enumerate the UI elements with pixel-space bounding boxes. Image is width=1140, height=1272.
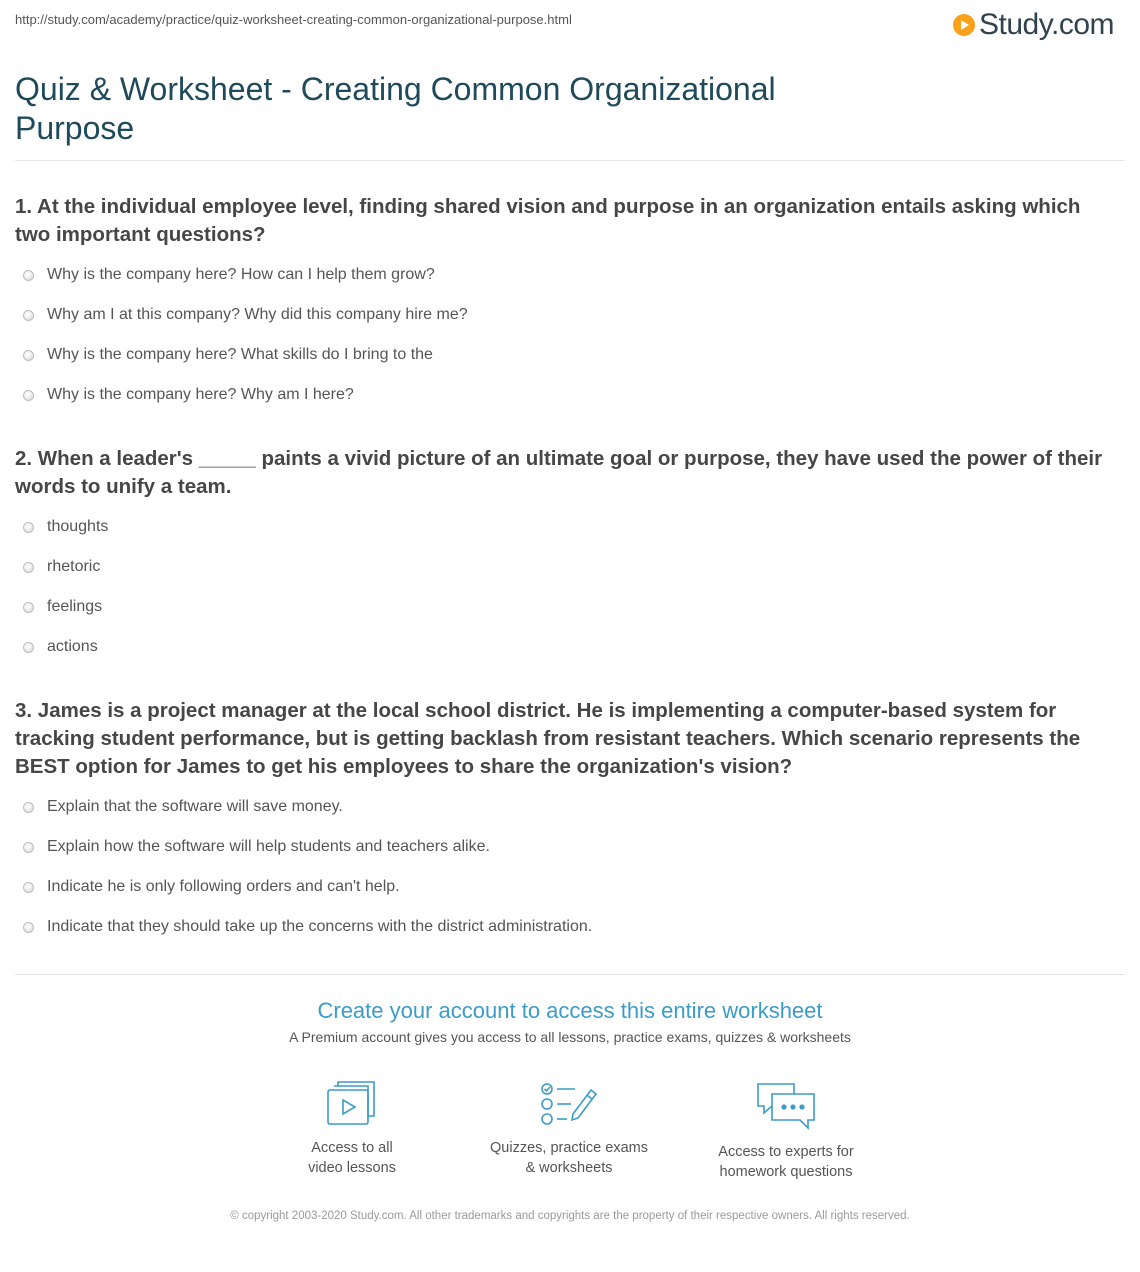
- radio-button[interactable]: [23, 310, 34, 321]
- question-1-options: [23, 255, 468, 415]
- radio-button[interactable]: [23, 642, 34, 653]
- option-label: actions: [47, 638, 98, 655]
- answer-option[interactable]: [23, 627, 108, 667]
- questions-divider: [15, 974, 1125, 975]
- radio-button[interactable]: [23, 522, 34, 533]
- feature-video-lessons: [252, 1080, 452, 1178]
- answer-option[interactable]: [23, 507, 108, 547]
- option-label: Why am I at this company? Why did this company hire me?: [47, 306, 468, 323]
- page-title: Quiz & Worksheet - Creating Common Organizational Purpose: [15, 71, 776, 146]
- question-3: 3. James is a project manager at the local school district. He is implementing a computer-based system for tracking student performance, but is getting backlash from resistant teachers. Which scenario represents the BEST option for James to get his employees to share the organization's vision?: [15, 699, 1081, 778]
- option-label: rhetoric: [47, 558, 101, 575]
- copyright-notice: © copyright 2003-2020 Study.com. All other trademarks and copyrights are the property of their respective owners. All rights reserved.: [230, 1210, 910, 1222]
- page-url: http://study.com/academy/practice/quiz-worksheet-creating-common-organizational-purpose.html: [15, 12, 572, 27]
- answer-option[interactable]: [23, 587, 108, 627]
- answer-option[interactable]: [23, 375, 468, 415]
- video-lessons-icon: [322, 1080, 382, 1128]
- option-label: Indicate he is only following orders and can't help.: [47, 878, 400, 895]
- answer-option[interactable]: [23, 827, 592, 867]
- feature-label: Access to experts for homework questions: [718, 1144, 854, 1180]
- option-label: thoughts: [47, 518, 109, 535]
- feature-label: Quizzes, practice exams & worksheets: [490, 1140, 648, 1176]
- question-3-options: [23, 787, 592, 947]
- option-label: Explain how the software will help students and teachers alike.: [47, 838, 490, 855]
- answer-option[interactable]: [23, 547, 108, 587]
- radio-button[interactable]: [23, 602, 34, 613]
- option-label: feelings: [47, 598, 103, 615]
- logo-text: Study.com: [979, 8, 1114, 41]
- quiz-checklist-icon: [539, 1080, 599, 1128]
- create-account-link[interactable]: Create your account to access this entire worksheet: [317, 998, 823, 1023]
- option-label: Why is the company here? How can I help them grow?: [47, 266, 435, 283]
- question-1: 1. At the individual employee level, finding shared vision and purpose in an organization entails asking which two important questions?: [15, 195, 1081, 246]
- radio-button[interactable]: [23, 922, 34, 933]
- option-label: Why is the company here? What skills do I bring to the: [47, 346, 433, 363]
- feature-quizzes: [469, 1080, 669, 1178]
- radio-button[interactable]: [23, 350, 34, 361]
- radio-button[interactable]: [23, 802, 34, 813]
- answer-option[interactable]: [23, 335, 468, 375]
- radio-button[interactable]: [23, 390, 34, 401]
- study-logo[interactable]: [953, 8, 1114, 42]
- answer-option[interactable]: [23, 295, 468, 335]
- question-2-options: [23, 507, 108, 667]
- title-divider: [15, 160, 1125, 161]
- play-logo-icon: [953, 14, 975, 36]
- radio-button[interactable]: [23, 562, 34, 573]
- radio-button[interactable]: [23, 270, 34, 281]
- chat-bubbles-icon: [754, 1080, 818, 1132]
- option-label: Indicate that they should take up the concerns with the district administration.: [47, 918, 593, 935]
- feature-label: Access to all video lessons: [308, 1140, 396, 1176]
- premium-description: A Premium account gives you access to all lessons, practice exams, quizzes & worksheets: [289, 1029, 851, 1045]
- radio-button[interactable]: [23, 842, 34, 853]
- feature-experts: [686, 1080, 886, 1182]
- answer-option[interactable]: [23, 787, 592, 827]
- option-label: Explain that the software will save money.: [47, 798, 343, 815]
- answer-option[interactable]: [23, 907, 592, 947]
- answer-option[interactable]: [23, 255, 468, 295]
- answer-option[interactable]: [23, 867, 592, 907]
- question-2: 2. When a leader's _____ paints a vivid picture of an ultimate goal or purpose, they have used the power of their words to unify a team.: [15, 447, 1103, 498]
- option-label: Why is the company here? Why am I here?: [47, 386, 354, 403]
- radio-button[interactable]: [23, 882, 34, 893]
